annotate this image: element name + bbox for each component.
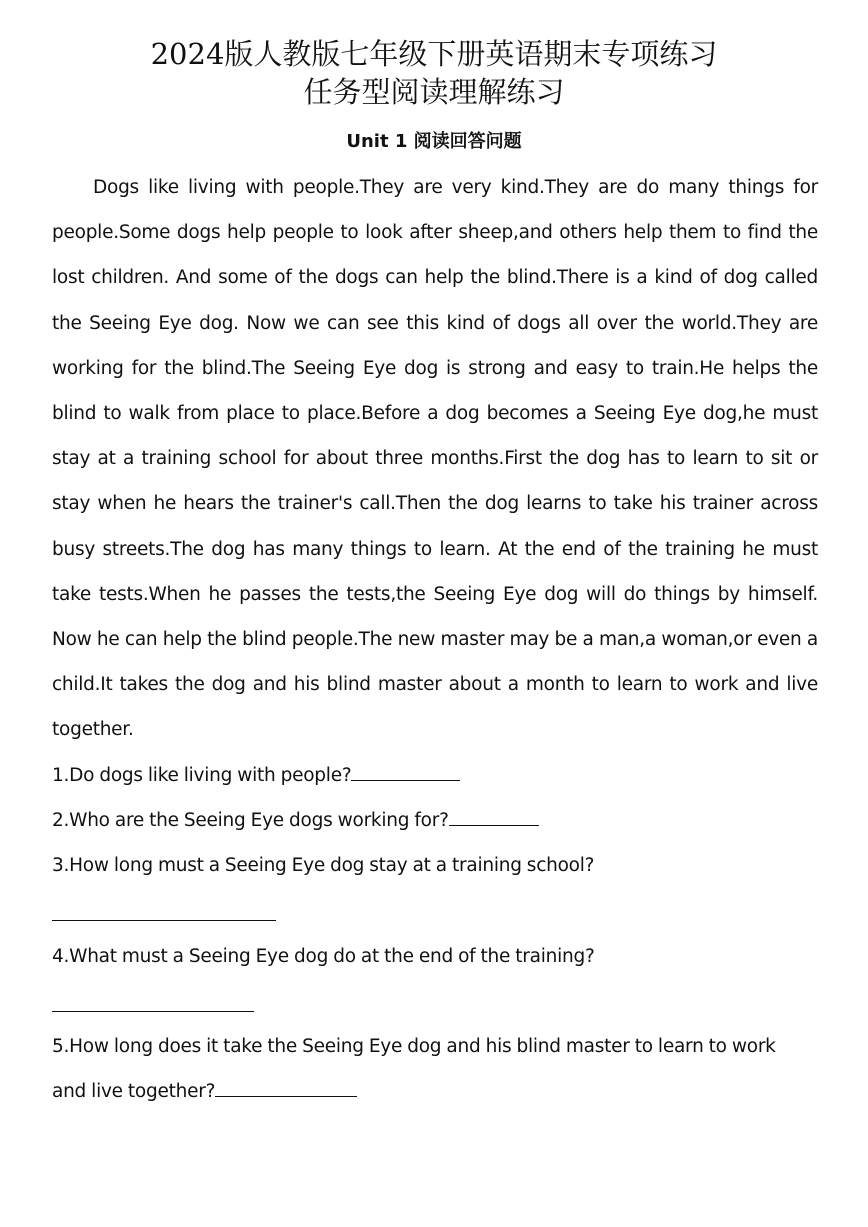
- question-3-text: 3.How long must a Seeing Eye dog stay at a training school?: [52, 855, 595, 876]
- question-5-text-line2: and live together?: [52, 1081, 216, 1102]
- question-5-text-line1: 5.How long does it take the Seeing Eye dog and his blind master to learn to work: [52, 1036, 776, 1057]
- question-1: [52, 762, 460, 790]
- section-title: Unit 1 阅读回答问题: [346, 131, 522, 152]
- question-5-continued: [52, 1078, 357, 1106]
- question-3: [52, 852, 594, 880]
- answer-blank-2[interactable]: [449, 807, 539, 826]
- reading-passage: Dogs like living with people.They are very kind.They are do many things for people.Some dogs help people to look after sheep,and others help them to find the lost children. And some of the dogs can help the blind.There is a kind of dog called the Seeing Eye dog. Now we can see this kind of dogs all over the world.They are working for the blind.The Seeing Eye dog is strong and easy to train.He helps the blind to walk from place to place.Before a dog becomes a Seeing Eye dog,he must stay at a training school for about three months.First the dog has to learn to sit or stay when he hears the trainer's call.Then the dog learns to take his trainer across busy streets.The dog has many things to learn. At the end of the training he must take tests.When he passes the tests,the Seeing Eye dog will do things by himself. Now he can help the blind people.The new master may be a man,a woman,or even a child.It takes the dog and his blind master about a month to learn to work and live together.: [52, 177, 818, 741]
- question-4: [52, 943, 595, 971]
- question-4-text: 4.What must a Seeing Eye dog do at the end of the training?: [52, 946, 595, 967]
- answer-blank-4[interactable]: [52, 1011, 254, 1012]
- worksheet-title: 2024版人教版七年级下册英语期末专项练习: [150, 37, 718, 71]
- worksheet-subtitle: 任务型阅读理解练习: [303, 75, 565, 109]
- answer-blank-3[interactable]: [52, 920, 276, 921]
- question-1-text: 1.Do dogs like living with people?: [52, 765, 352, 786]
- answer-blank-5[interactable]: [215, 1078, 357, 1097]
- question-2: [52, 807, 539, 835]
- question-5: [52, 1033, 776, 1061]
- answer-blank-1[interactable]: [351, 762, 460, 781]
- question-2-text: 2.Who are the Seeing Eye dogs working for?: [52, 810, 449, 831]
